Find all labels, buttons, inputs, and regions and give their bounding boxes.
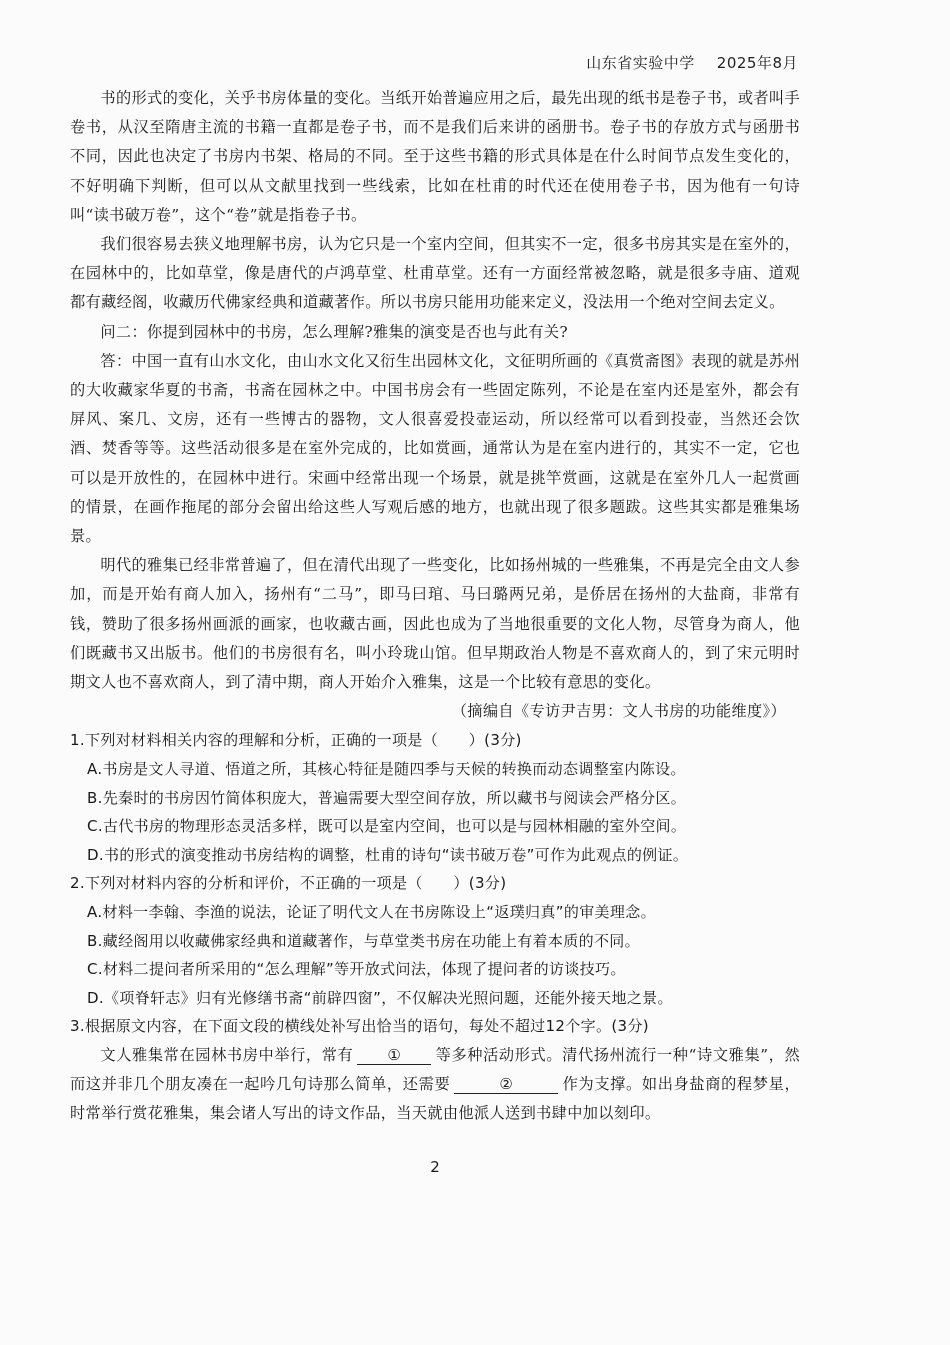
question-2-option-a: A.材料一李翰、李渔的说法，论证了明代文人在书房陈设上“返璞归真”的审美理念。 (87, 903, 656, 922)
question-2 (70, 869, 800, 1012)
exam-date: 2025年8月 (716, 54, 798, 72)
question-3-text-1: 文人雅集常在园林书房中举行，常有 (100, 1046, 354, 1064)
question-3-passage (70, 1041, 800, 1129)
question-3 (70, 1012, 800, 1128)
question-2-option-b: B.藏经阁用以收藏佛家经典和道藏著作，与草堂类书房在功能上有着本质的不同。 (87, 931, 641, 950)
passage-paragraph-1: 书的形式的变化，关乎书房体量的变化。当纸开始普遍应用之后，最先出现的纸书是卷子书，或者叫手卷书，从汉至隋唐主流的书籍一直都是卷子书，而不是我们后来讲的函册书。卷子书的存放方式与函册书不同，因此也决定了书房内书架、格局的不同。至于这些书籍的形式具体是在什么时间节点发生变化的，不好明确下判断，但可以从文献里找到一些线索，比如在杜甫的时代还在使用卷子书，因为他有一句诗叫“读书破万卷”，这个“卷”就是指卷子书。 (70, 89, 800, 224)
page-header (586, 52, 798, 73)
interview-answer-2: 答：中国一直有山水文化，由山水文化又衍生出园林文化，文征明所画的《真赏斋图》表现的就是苏州的大收藏家华夏的书斋，书斋在园林之中。中国书房会有一些固定陈列，不论是在室内还是室外，都会有屏风、案几、文房，还有一些博古的器物，文人很喜爱投壶运动，所以经常可以看到投壶，当然还会饮酒、焚香等等。这些活动很多是在室外完成的，比如赏画，通常认为是在室内进行的，其实不一定，它也可以是开放性的，在园林中进行。宋画中经常出现一个场景，就是挑竿赏画，这就是在室外几人一起赏画的情景，在画作拖尾的部分会留出给这些人写观后感的地方，也就出现了很多题跋。这些其实都是雅集场景。 (70, 351, 800, 546)
question-3-stem: 3.根据原文内容，在下面文段的横线处补写出恰当的语句，每处不超过12个字。(3分) (70, 1017, 649, 1036)
page-number: 2 (430, 1158, 440, 1176)
passage-source: （摘编自《专访尹吉男：文人书房的功能维度》） (451, 702, 786, 721)
answer-blank-2[interactable]: ② (454, 1075, 558, 1094)
question-1-option-a: A.书房是文人寻道、悟道之所，其核心特征是随四季与天候的转换而动态调整室内陈设。 (87, 760, 686, 779)
question-1-option-c: C.古代书房的物理形态灵活多样，既可以是室内空间，也可以是与园林相融的室外空间。 (87, 817, 687, 836)
interview-question-2: 问二：你提到园林中的书房，怎么理解?雅集的演变是否也与此有关? (100, 322, 568, 341)
question-2-option-c: C.材料二提问者所采用的“怎么理解”等开放式问法，体现了提问者的访谈技巧。 (87, 960, 626, 979)
question-1 (70, 726, 800, 869)
question-2-option-d: D.《项脊轩志》归有光修缮书斋“前辟四窗”，不仅解决光照问题，还能外接天地之景。 (87, 988, 673, 1007)
question-2-stem: 2.下列对材料内容的分析和评价，不正确的一项是（ ）(3分) (70, 874, 507, 893)
school-name: 山东省实验中学 (586, 54, 695, 72)
question-3-text-2: 等多种活动形式。清代扬州流行一种“诗文雅集”，然而这并非几个朋友凑在一起吟几句诗那么简单，还需要 (70, 1046, 800, 1094)
question-3-text-3: 作为支撑。如出身盐商的程梦星，时常举行赏花雅集，集会诸人写出的诗文作品，当天就由他派人送到书肆中加以刻印。 (70, 1075, 801, 1123)
passage-paragraph-3: 明代的雅集已经非常普遍了，但在清代出现了一些变化，比如扬州城的一些雅集，不再是完全由文人参加，而是开始有商人加入，扬州有“二马”，即马曰琯、马曰璐两兄弟，是侨居在扬州的大盐商，非常有钱，赞助了很多扬州画派的画家，也收藏古画，因此也成为了当地很重要的文化人物，尽管身为商人，他们既藏书又出版书。他们的书房很有名，叫小玲珑山馆。但早期政治人物是不喜欢商人的，到了宋元明时期文人也不喜欢商人，到了清中期，商人开始介入雅集，这是一个比较有意思的变化。 (70, 556, 800, 692)
page-content (70, 84, 800, 1129)
answer-blank-1[interactable]: ① (357, 1046, 431, 1065)
passage-paragraph-2: 我们很容易去狭义地理解书房，认为它只是一个室内空间，但其实不一定，很多书房其实是在室外的，在园林中的，比如草堂，像是唐代的卢鸿草堂、杜甫草堂。还有一方面经常被忽略，就是很多寺庙、道观都有藏经阁，收藏历代佛家经典和道藏著作。所以书房只能用功能来定义，没法用一个绝对空间去定义。 (70, 235, 800, 312)
question-1-stem: 1.下列对材料相关内容的理解和分析，正确的一项是（ ）(3分) (70, 731, 522, 750)
question-1-option-d: D.书的形式的演变推动书房结构的调整，杜甫的诗句“读书破万卷”可作为此观点的例证。 (87, 845, 689, 864)
question-1-option-b: B.先秦时的书房因竹简体积庞大，普遍需要大型空间存放，所以藏书与阅读会严格分区。 (87, 788, 687, 807)
